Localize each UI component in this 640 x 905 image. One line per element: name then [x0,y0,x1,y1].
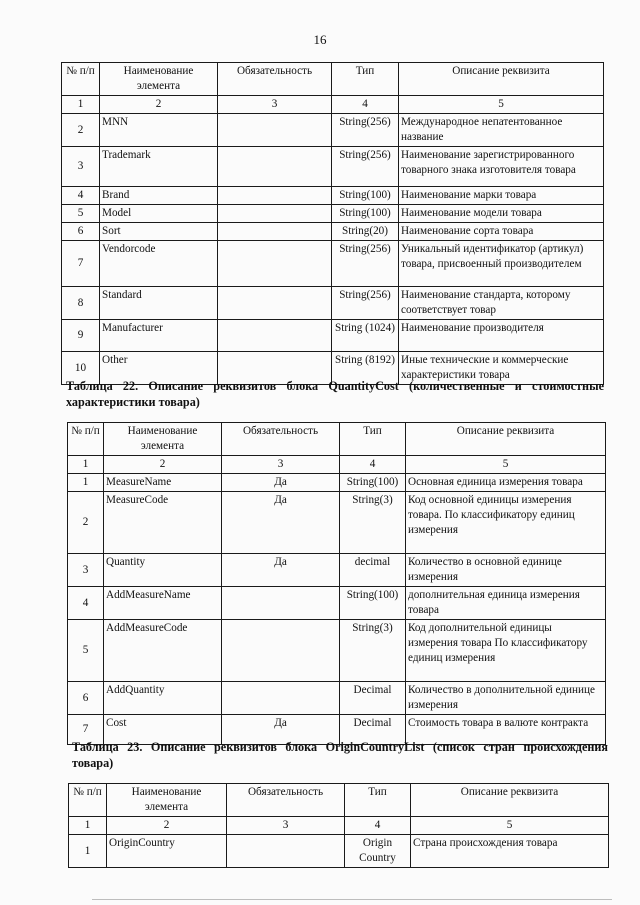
header-mandatory: Обязательность [227,784,345,817]
cell-description: Наименование сорта товара [399,223,604,241]
cell-element-name: AddMeasureName [104,587,222,620]
cell-type: Decimal [340,715,406,745]
cell-element-name: Standard [100,287,218,320]
cell-mandatory [227,835,345,868]
table-header-row [68,423,606,456]
table-22-caption: Таблица 22. Описание реквизитов блока QuantityCost (количественные и стоимостные характеристики товара) [66,379,604,409]
cell-mandatory: Да [222,474,340,492]
table-row [62,320,604,352]
index-cell: 5 [411,817,609,835]
cell-description: Код дополнительной единицы измерения товара По классификатору единиц измерения [406,620,606,682]
cell-description: Наименование модели товара [399,205,604,223]
cell-type: String(256) [332,241,399,287]
cell-type: String(256) [332,114,399,147]
cell-element-name: MeasureCode [104,492,222,554]
index-cell: 3 [218,96,332,114]
index-cell: 2 [104,456,222,474]
cell-type: String(100) [332,187,399,205]
cell-type: String(100) [340,474,406,492]
cell-num: 8 [62,287,100,320]
cell-mandatory [218,223,332,241]
cell-type: String(20) [332,223,399,241]
header-num: № п/п [69,784,107,817]
table-row [62,223,604,241]
cell-mandatory [222,682,340,715]
cell-type: Decimal [340,682,406,715]
cell-description: Код основной единицы измерения товара. По классификатору единиц измерения [406,492,606,554]
cell-mandatory [218,114,332,147]
cell-element-name: OriginCountry [107,835,227,868]
cell-num: 6 [68,682,104,715]
header-type: Тип [340,423,406,456]
cell-description: Наименование производителя [399,320,604,352]
cell-num: 2 [68,492,104,554]
header-type: Тип [332,63,399,96]
cell-num: 5 [62,205,100,223]
cell-num: 1 [68,474,104,492]
cell-element-name: AddQuantity [104,682,222,715]
cell-description: дополнительная единица измерения товара [406,587,606,620]
table-row [62,287,604,320]
cell-description: Наименование марки товара [399,187,604,205]
cell-mandatory [222,587,340,620]
cell-element-name: Quantity [104,554,222,587]
cell-num: 1 [69,835,107,868]
cell-type: Origin Country [345,835,411,868]
header-description: Описание реквизита [399,63,604,96]
cell-element-name: Model [100,205,218,223]
cell-num: 3 [68,554,104,587]
cell-description: Количество в основной единице измерения [406,554,606,587]
cell-mandatory [218,147,332,187]
header-name: Наименование элемента [104,423,222,456]
cell-element-name: Manufacturer [100,320,218,352]
cell-element-name: Vendorcode [100,241,218,287]
cell-mandatory: Да [222,492,340,554]
table-index-row [62,96,604,114]
header-mandatory: Обязательность [222,423,340,456]
cell-type: String (8192) [332,352,399,385]
index-cell: 1 [68,456,104,474]
table-header-row [69,784,609,817]
cell-mandatory: Да [222,715,340,745]
cell-element-name: MeasureName [104,474,222,492]
table-row [62,147,604,187]
cell-type: String(256) [332,147,399,187]
cell-type: String (1024) [332,320,399,352]
index-cell: 3 [222,456,340,474]
table-row [62,187,604,205]
header-type: Тип [345,784,411,817]
header-name: Наименование элемента [107,784,227,817]
cell-type: String(3) [340,620,406,682]
table-index-row [68,456,606,474]
index-cell: 4 [332,96,399,114]
cell-description: Основная единица измерения товара [406,474,606,492]
header-description: Описание реквизита [411,784,609,817]
cell-description: Стоимость товара в валюте контракта [406,715,606,745]
index-cell: 4 [340,456,406,474]
table-row [68,474,606,492]
index-cell: 2 [107,817,227,835]
cell-mandatory [218,320,332,352]
table-row [68,620,606,682]
cell-description: Уникальный идентификатор (артикул) товара, присвоенный производителем [399,241,604,287]
index-cell: 3 [227,817,345,835]
table-index-row [69,817,609,835]
table-row [62,205,604,223]
index-cell: 5 [399,96,604,114]
index-cell: 1 [62,96,100,114]
cell-num: 7 [62,241,100,287]
cell-type: decimal [340,554,406,587]
table-element-attributes-continued [61,62,604,385]
cell-num: 3 [62,147,100,187]
cell-num: 4 [68,587,104,620]
table-23-caption: Таблица 23. Описание реквизитов блока OriginCountryList (список стран происхождения товара) [72,740,608,770]
index-cell: 4 [345,817,411,835]
table-header-row [62,63,604,96]
cell-num: 5 [68,620,104,682]
cell-type: String(256) [332,287,399,320]
cell-description: Наименование зарегистрированного товарного знака изготовителя товара [399,147,604,187]
index-cell: 1 [69,817,107,835]
cell-mandatory [218,187,332,205]
cell-description: Международное непатентованное название [399,114,604,147]
header-name: Наименование элемента [100,63,218,96]
cell-mandatory [218,205,332,223]
cell-element-name: AddMeasureCode [104,620,222,682]
cell-element-name: Brand [100,187,218,205]
cell-type: String(3) [340,492,406,554]
cell-num: 7 [68,715,104,745]
table-row [68,587,606,620]
table-row [62,241,604,287]
table-23-origin-country-list [68,783,609,868]
cell-mandatory [218,241,332,287]
cell-element-name: Sort [100,223,218,241]
header-description: Описание реквизита [406,423,606,456]
table-row [62,114,604,147]
header-num: № п/п [68,423,104,456]
table-row [68,554,606,587]
cell-mandatory [222,620,340,682]
cell-description: Страна происхождения товара [411,835,609,868]
page-bottom-edge [92,899,612,900]
cell-mandatory [218,287,332,320]
cell-num: 10 [62,352,100,385]
cell-element-name: Other [100,352,218,385]
cell-num: 4 [62,187,100,205]
page-number: 16 [313,32,327,47]
cell-num: 9 [62,320,100,352]
table-row [69,835,609,868]
cell-description: Иные технические и коммерческие характеристики товара [399,352,604,385]
cell-mandatory: Да [222,554,340,587]
cell-description: Наименование стандарта, которому соответствует товар [399,287,604,320]
cell-element-name: Cost [104,715,222,745]
cell-num: 2 [62,114,100,147]
cell-description: Количество в дополнительной единице измерения [406,682,606,715]
table-row [68,492,606,554]
index-cell: 2 [100,96,218,114]
header-num: № п/п [62,63,100,96]
cell-element-name: MNN [100,114,218,147]
cell-element-name: Trademark [100,147,218,187]
cell-num: 6 [62,223,100,241]
cell-type: String(100) [340,587,406,620]
header-mandatory: Обязательность [218,63,332,96]
table-row [68,682,606,715]
table-22-quantity-cost [67,422,606,745]
cell-type: String(100) [332,205,399,223]
index-cell: 5 [406,456,606,474]
